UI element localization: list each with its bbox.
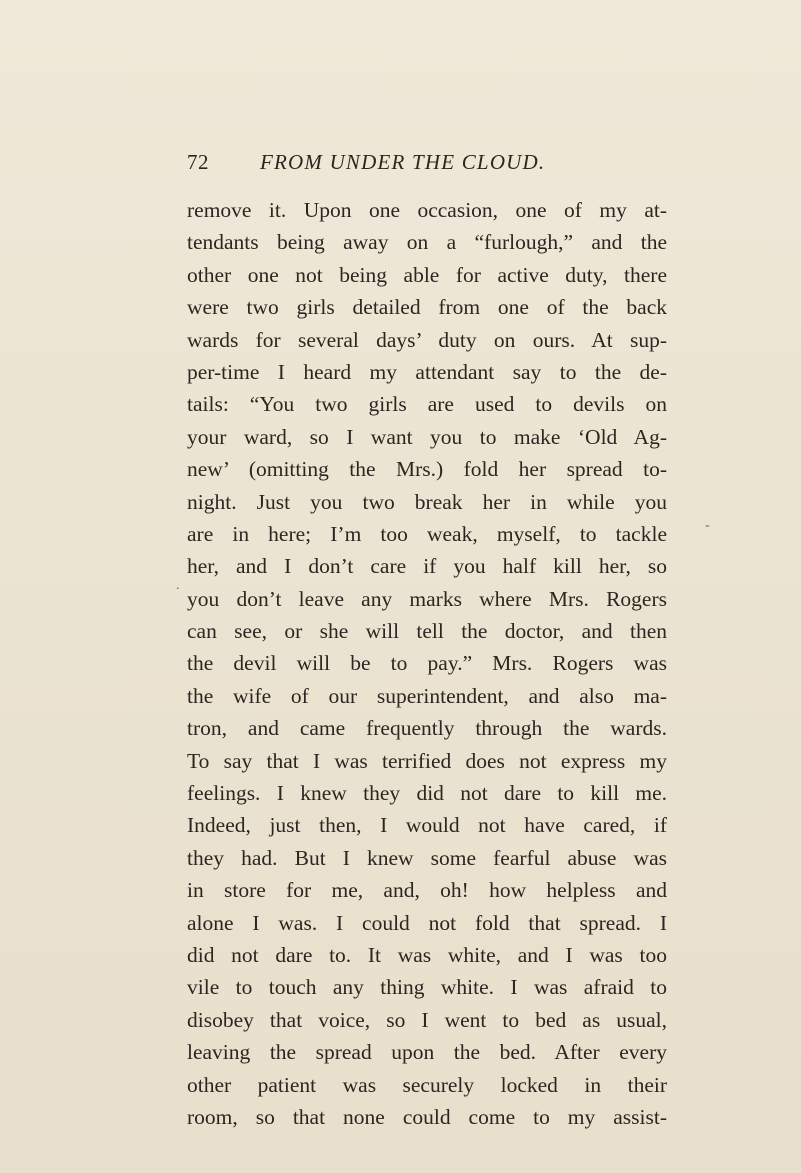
text-line: the wife of our superintendent, and also ma- <box>187 683 667 708</box>
text-line: vile to touch any thing white. I was afraid to <box>187 975 667 1000</box>
text-line: tron, and came frequently through the wards. <box>187 716 667 741</box>
text-line: room, so that none could come to my assist- <box>187 1104 667 1129</box>
text-line: alone I was. I could not fold that spread. I <box>187 910 667 935</box>
text-line: can see, or she will tell the doctor, and then <box>187 619 667 644</box>
text-line: remove it. Upon one occasion, one of my at- <box>187 198 667 222</box>
text-line: other one not being able for active duty, there <box>187 262 667 287</box>
text-line: per-time I heard my attendant say to the de- <box>187 359 667 384</box>
text-line: Indeed, just then, I would not have cared, if <box>187 813 667 838</box>
text-line: wards for several days’ duty on ours. At sup- <box>187 327 667 352</box>
text-line: new’ (omitting the Mrs.) fold her spread to- <box>187 457 667 482</box>
text-line: leaving the spread upon the bed. After every <box>187 1040 667 1065</box>
text-line: were two girls detailed from one of the back <box>187 295 667 320</box>
text-line: To say that I was terrified does not express my <box>187 748 667 773</box>
text-line: disobey that voice, so I went to bed as usual, <box>187 1007 667 1032</box>
text-line: tails: “You two girls are used to devils on <box>187 392 667 417</box>
text-line: the devil will be to pay.” Mrs. Rogers was <box>187 651 667 676</box>
text-line: they had. But I knew some fearful abuse was <box>187 845 667 870</box>
text-line: did not dare to. It was white, and I was too <box>187 942 667 967</box>
margin-mark: - <box>705 518 710 533</box>
text-line: other patient was securely locked in their <box>187 1072 667 1097</box>
text-line: feelings. I knew they did not dare to kill me. <box>187 781 667 806</box>
running-head <box>187 150 667 180</box>
text-line: her, and I don’t care if you half kill her, so <box>187 554 667 579</box>
running-title: FROM UNDER THE CLOUD. <box>260 150 546 174</box>
page-number: 72 <box>187 150 209 174</box>
text-line: are in here; I’m too weak, myself, to tackle <box>187 521 667 546</box>
text-line: your ward, so I want you to make ‘Old Ag- <box>187 424 667 449</box>
text-line: tendants being away on a “furlough,” and the <box>187 230 667 255</box>
text-line: night. Just you two break her in while you <box>187 489 667 514</box>
margin-mark: . <box>176 578 180 593</box>
text-line: in store for me, and, oh! how helpless and <box>187 878 667 903</box>
text-line: you don’t leave any marks where Mrs. Rogers <box>187 586 667 611</box>
body-text <box>187 194 667 1133</box>
